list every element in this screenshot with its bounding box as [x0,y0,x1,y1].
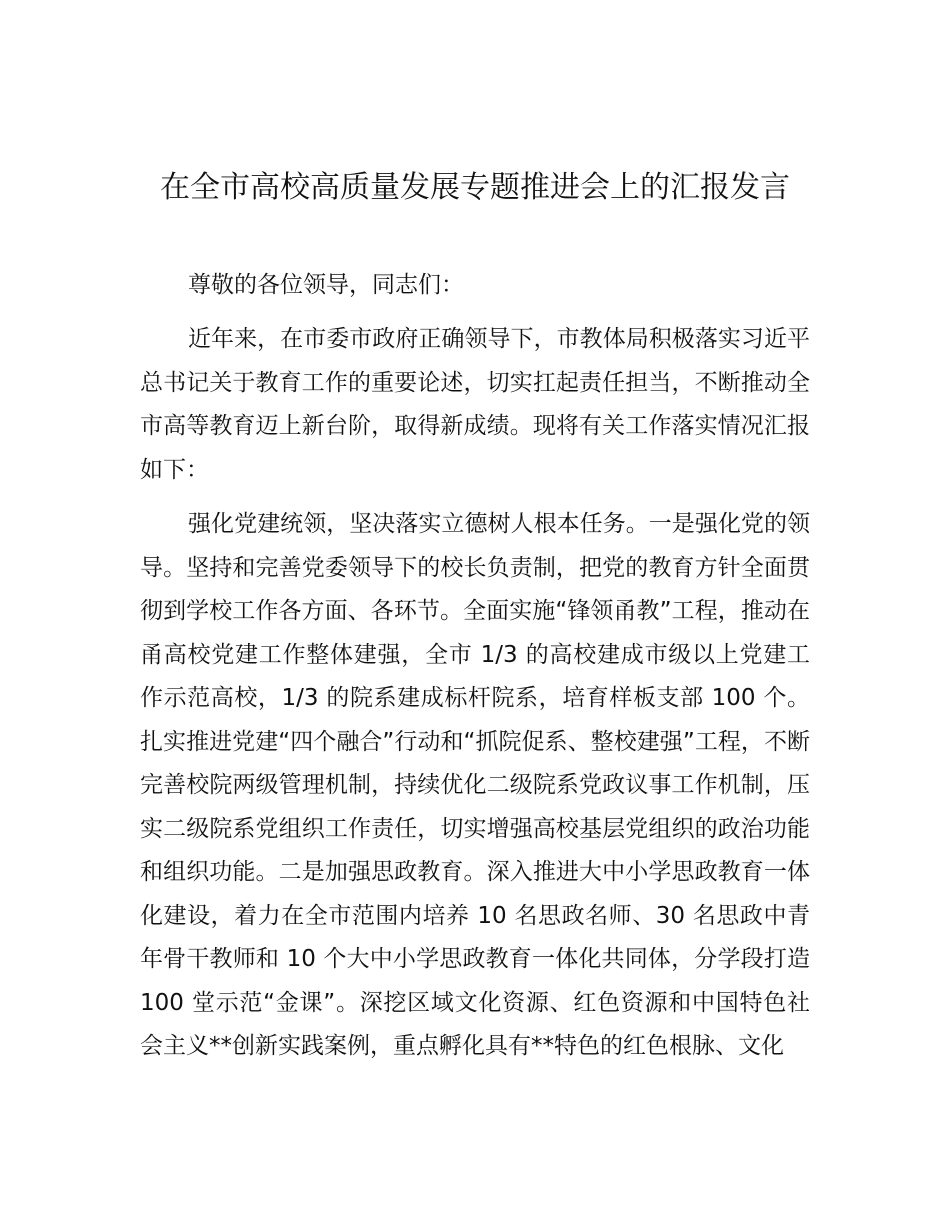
paragraph-party-building: 强化党建统领，坚决落实立德树人根本任务。一是强化党的领导。坚持和完善党委领导下的校长负责制，把党的教育方针全面贯彻到学校工作各方面、各环节。全面实施“锋领甬教”工程，推动在甬高校党建工作整体建强，全市 1/3 的高校建成市级以上党建工作示范高校，1/3 的院系建成标杆院系，培育样板支部 100 个。扎实推进党建“四个融合”行动和“抓院促系、整校建强”工程，不断完善校院两级管理机制，持续优化二级院系党政议事工作机制，压实二级院系党组织工作责任，切实增强高校基层党组织的政治功能和组织功能。二是加强思政教育。深入推进大中小学思政教育一体化建设，着力在全市范围内培养 10 名思政名师、30 名思政中青年骨干教师和 10 个大中小学思政教育一体化共同体，分学段打造 100 堂示范“金课”。深挖区域文化资源、红色资源和中国特色社会主义**创新实践案例，重点孵化具有**特色的红色根脉、文化 [140,511,810,1059]
paragraph-intro: 近年来，在市委市政府正确领导下，市教体局积极落实习近平总书记关于教育工作的重要论述，切实扛起责任担当，不断推动全市高等教育迈上新台阶，取得新成绩。现将有关工作落实情况汇报如下： [140,326,810,483]
document-title: 在全市高校高质量发展专题推进会上的汇报发言 [160,170,790,205]
salutation: 尊敬的各位领导，同志们： [188,272,464,298]
